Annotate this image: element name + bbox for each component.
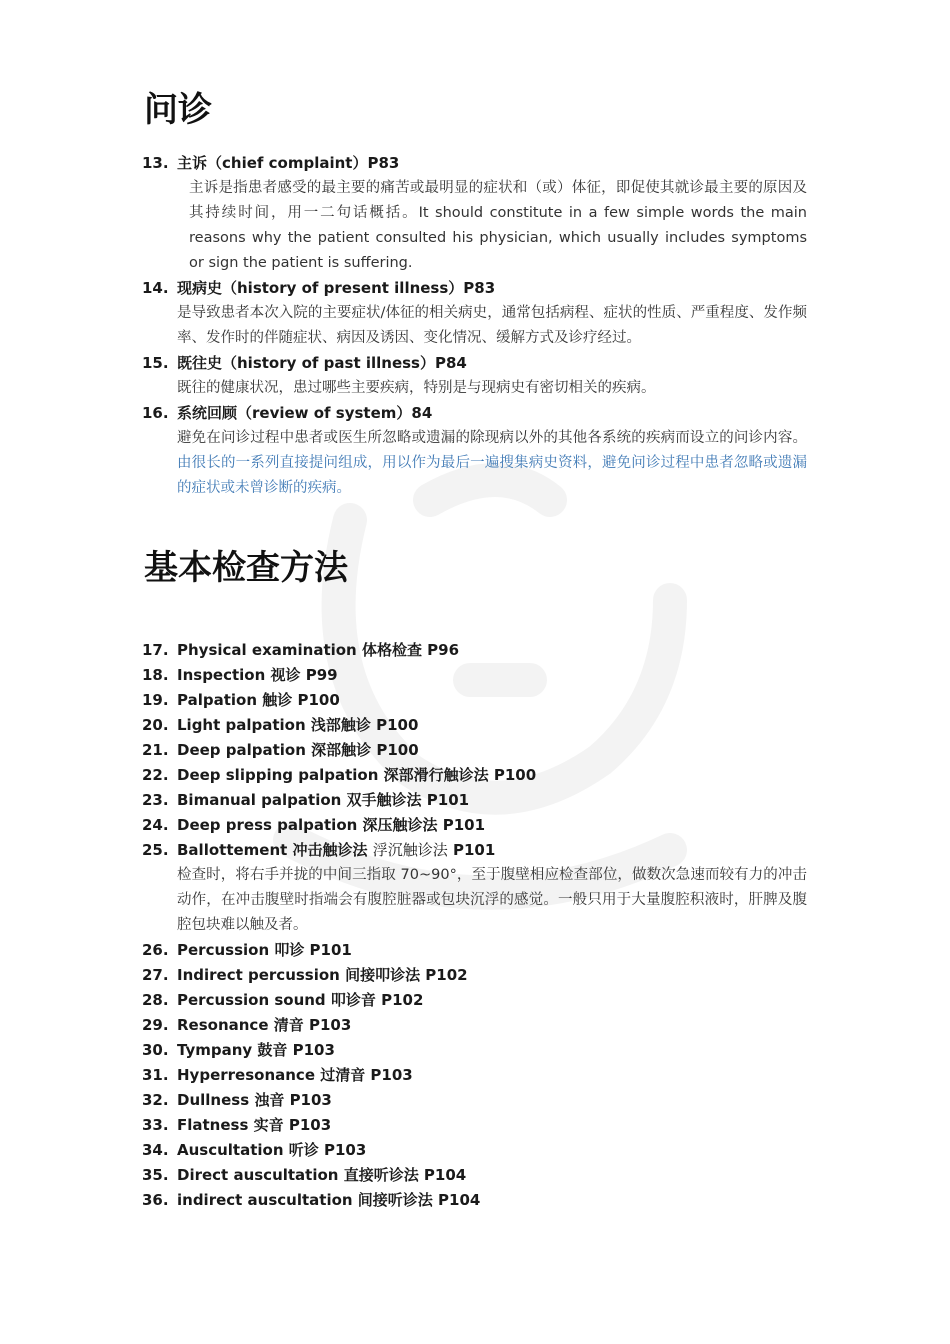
item-title: Flatness 实音 P103 (177, 1116, 332, 1134)
item-number: 32. (142, 1091, 169, 1109)
item-title: 现病史（history of present illness）P83 (177, 279, 496, 297)
section-title-interview: 问诊 (144, 90, 212, 130)
list-item (142, 276, 812, 351)
list-item (142, 713, 812, 738)
item-title: Indirect percussion 间接叩诊法 P102 (177, 966, 468, 984)
list-item (142, 1038, 812, 1063)
item-number: 33. (142, 1116, 169, 1134)
item-description-main: 避免在问诊过程中患者或医生所忽略或遗漏的除现病以外的其他各系统的疾病而设立的问诊内容。 (177, 430, 807, 446)
item-title: Physical examination 体格检查 P96 (177, 641, 460, 659)
item-title: Ballottement 冲击触诊法 (177, 841, 373, 859)
item-number: 21. (142, 741, 169, 759)
item-title: Light palpation 浅部触诊 P100 (177, 716, 419, 734)
item-number: 24. (142, 816, 169, 834)
list-item (142, 763, 812, 788)
examination-term-list (142, 638, 812, 1213)
item-title: Bimanual palpation 双手触诊法 P101 (177, 791, 470, 809)
item-title: 主诉（chief complaint）P83 (177, 154, 400, 172)
list-item (142, 151, 812, 276)
list-item (142, 963, 812, 988)
item-number: 19. (142, 691, 169, 709)
list-item (142, 738, 812, 763)
item-title: Deep palpation 深部触诊 P100 (177, 741, 419, 759)
item-description: 既往的健康状况，患过哪些主要疾病，特别是与现病史有密切相关的疾病。 (177, 380, 656, 396)
list-item (142, 1113, 812, 1138)
item-title: Auscultation 听诊 P103 (177, 1141, 367, 1159)
item-number: 31. (142, 1066, 169, 1084)
item-number: 27. (142, 966, 169, 984)
item-number: 18. (142, 666, 169, 684)
item-title: Palpation 触诊 P100 (177, 691, 340, 709)
item-number: 30. (142, 1041, 169, 1059)
list-item (142, 1013, 812, 1038)
item-number: 23. (142, 791, 169, 809)
list-item (142, 1088, 812, 1113)
item-title: Resonance 清音 P103 (177, 1016, 352, 1034)
list-item (142, 813, 812, 838)
item-number: 14. (142, 279, 169, 297)
item-title: indirect auscultation 间接听诊法 P104 (177, 1191, 481, 1209)
item-number: 34. (142, 1141, 169, 1159)
item-description: 检查时，将右手并拢的中间三指取 70~90°，至于腹壁相应检查部位，做数次急速而较有力的冲击动作，在冲击腹壁时指端会有腹腔脏器或包块沉浮的感觉。一般只用于大量腹腔积液时，肝脾及腹腔包块难以触及者。 (177, 867, 807, 933)
list-item (142, 1138, 812, 1163)
item-number: 25. (142, 841, 169, 859)
item-number: 16. (142, 404, 169, 422)
item-number: 36. (142, 1191, 169, 1209)
item-number: 28. (142, 991, 169, 1009)
item-title: 既往史（history of past illness）P84 (177, 354, 467, 372)
list-item (142, 401, 812, 501)
item-description: 是导致患者本次入院的主要症状/体征的相关病史，通常包括病程、症状的性质、严重程度、发作频率、发作时的伴随症状、病因及诱因、变化情况、缓解方式及诊疗经过。 (177, 305, 807, 346)
item-title: Deep slipping palpation 深部滑行触诊法 P100 (177, 766, 537, 784)
list-item (142, 1063, 812, 1088)
list-item (142, 1163, 812, 1188)
item-title: 系统回顾（review of system）84 (177, 404, 433, 422)
item-title: Percussion 叩诊 P101 (177, 941, 352, 959)
list-item (142, 351, 812, 401)
list-item (142, 638, 812, 663)
item-description (177, 426, 807, 501)
item-title: Inspection 视诊 P99 (177, 666, 338, 684)
list-item (142, 688, 812, 713)
item-title: Tympany 鼓音 P103 (177, 1041, 335, 1059)
item-number: 29. (142, 1016, 169, 1034)
list-item (142, 938, 812, 963)
item-number: 17. (142, 641, 169, 659)
item-number: 13. (142, 154, 169, 172)
list-item (142, 988, 812, 1013)
item-title: Percussion sound 叩诊音 P102 (177, 991, 424, 1009)
item-number: 20. (142, 716, 169, 734)
item-title-alt: 浮沉触诊法 (372, 841, 448, 859)
item-page-ref: P101 (447, 841, 496, 859)
item-description: 主诉是指患者感受的最主要的痛苦或最明显的症状和（或）体征，即促使其就诊最主要的原因及其持续时间，用一二句话概括。It should constitute in a few simple words the main reasons why the patient consulted his physician, which usually includes symptoms or sign the patient is suffering. (189, 180, 807, 271)
item-number: 22. (142, 766, 169, 784)
item-number: 35. (142, 1166, 169, 1184)
list-item (142, 663, 812, 688)
item-title: Deep press palpation 深压触诊法 P101 (177, 816, 486, 834)
item-title: Hyperresonance 过清音 P103 (177, 1066, 413, 1084)
list-item (142, 788, 812, 813)
section-title-basic-examination: 基本检查方法 (144, 548, 348, 588)
list-item (142, 1188, 812, 1213)
item-number: 15. (142, 354, 169, 372)
item-title: Direct auscultation 直接听诊法 P104 (177, 1166, 467, 1184)
item-description-highlight: 由很长的一系列直接提问组成，用以作为最后一遍搜集病史资料，避免问诊过程中患者忽略或遗漏的症状或未曾诊断的疾病。 (177, 455, 807, 496)
item-number: 26. (142, 941, 169, 959)
item-title: Dullness 浊音 P103 (177, 1091, 332, 1109)
list-item (142, 838, 812, 863)
